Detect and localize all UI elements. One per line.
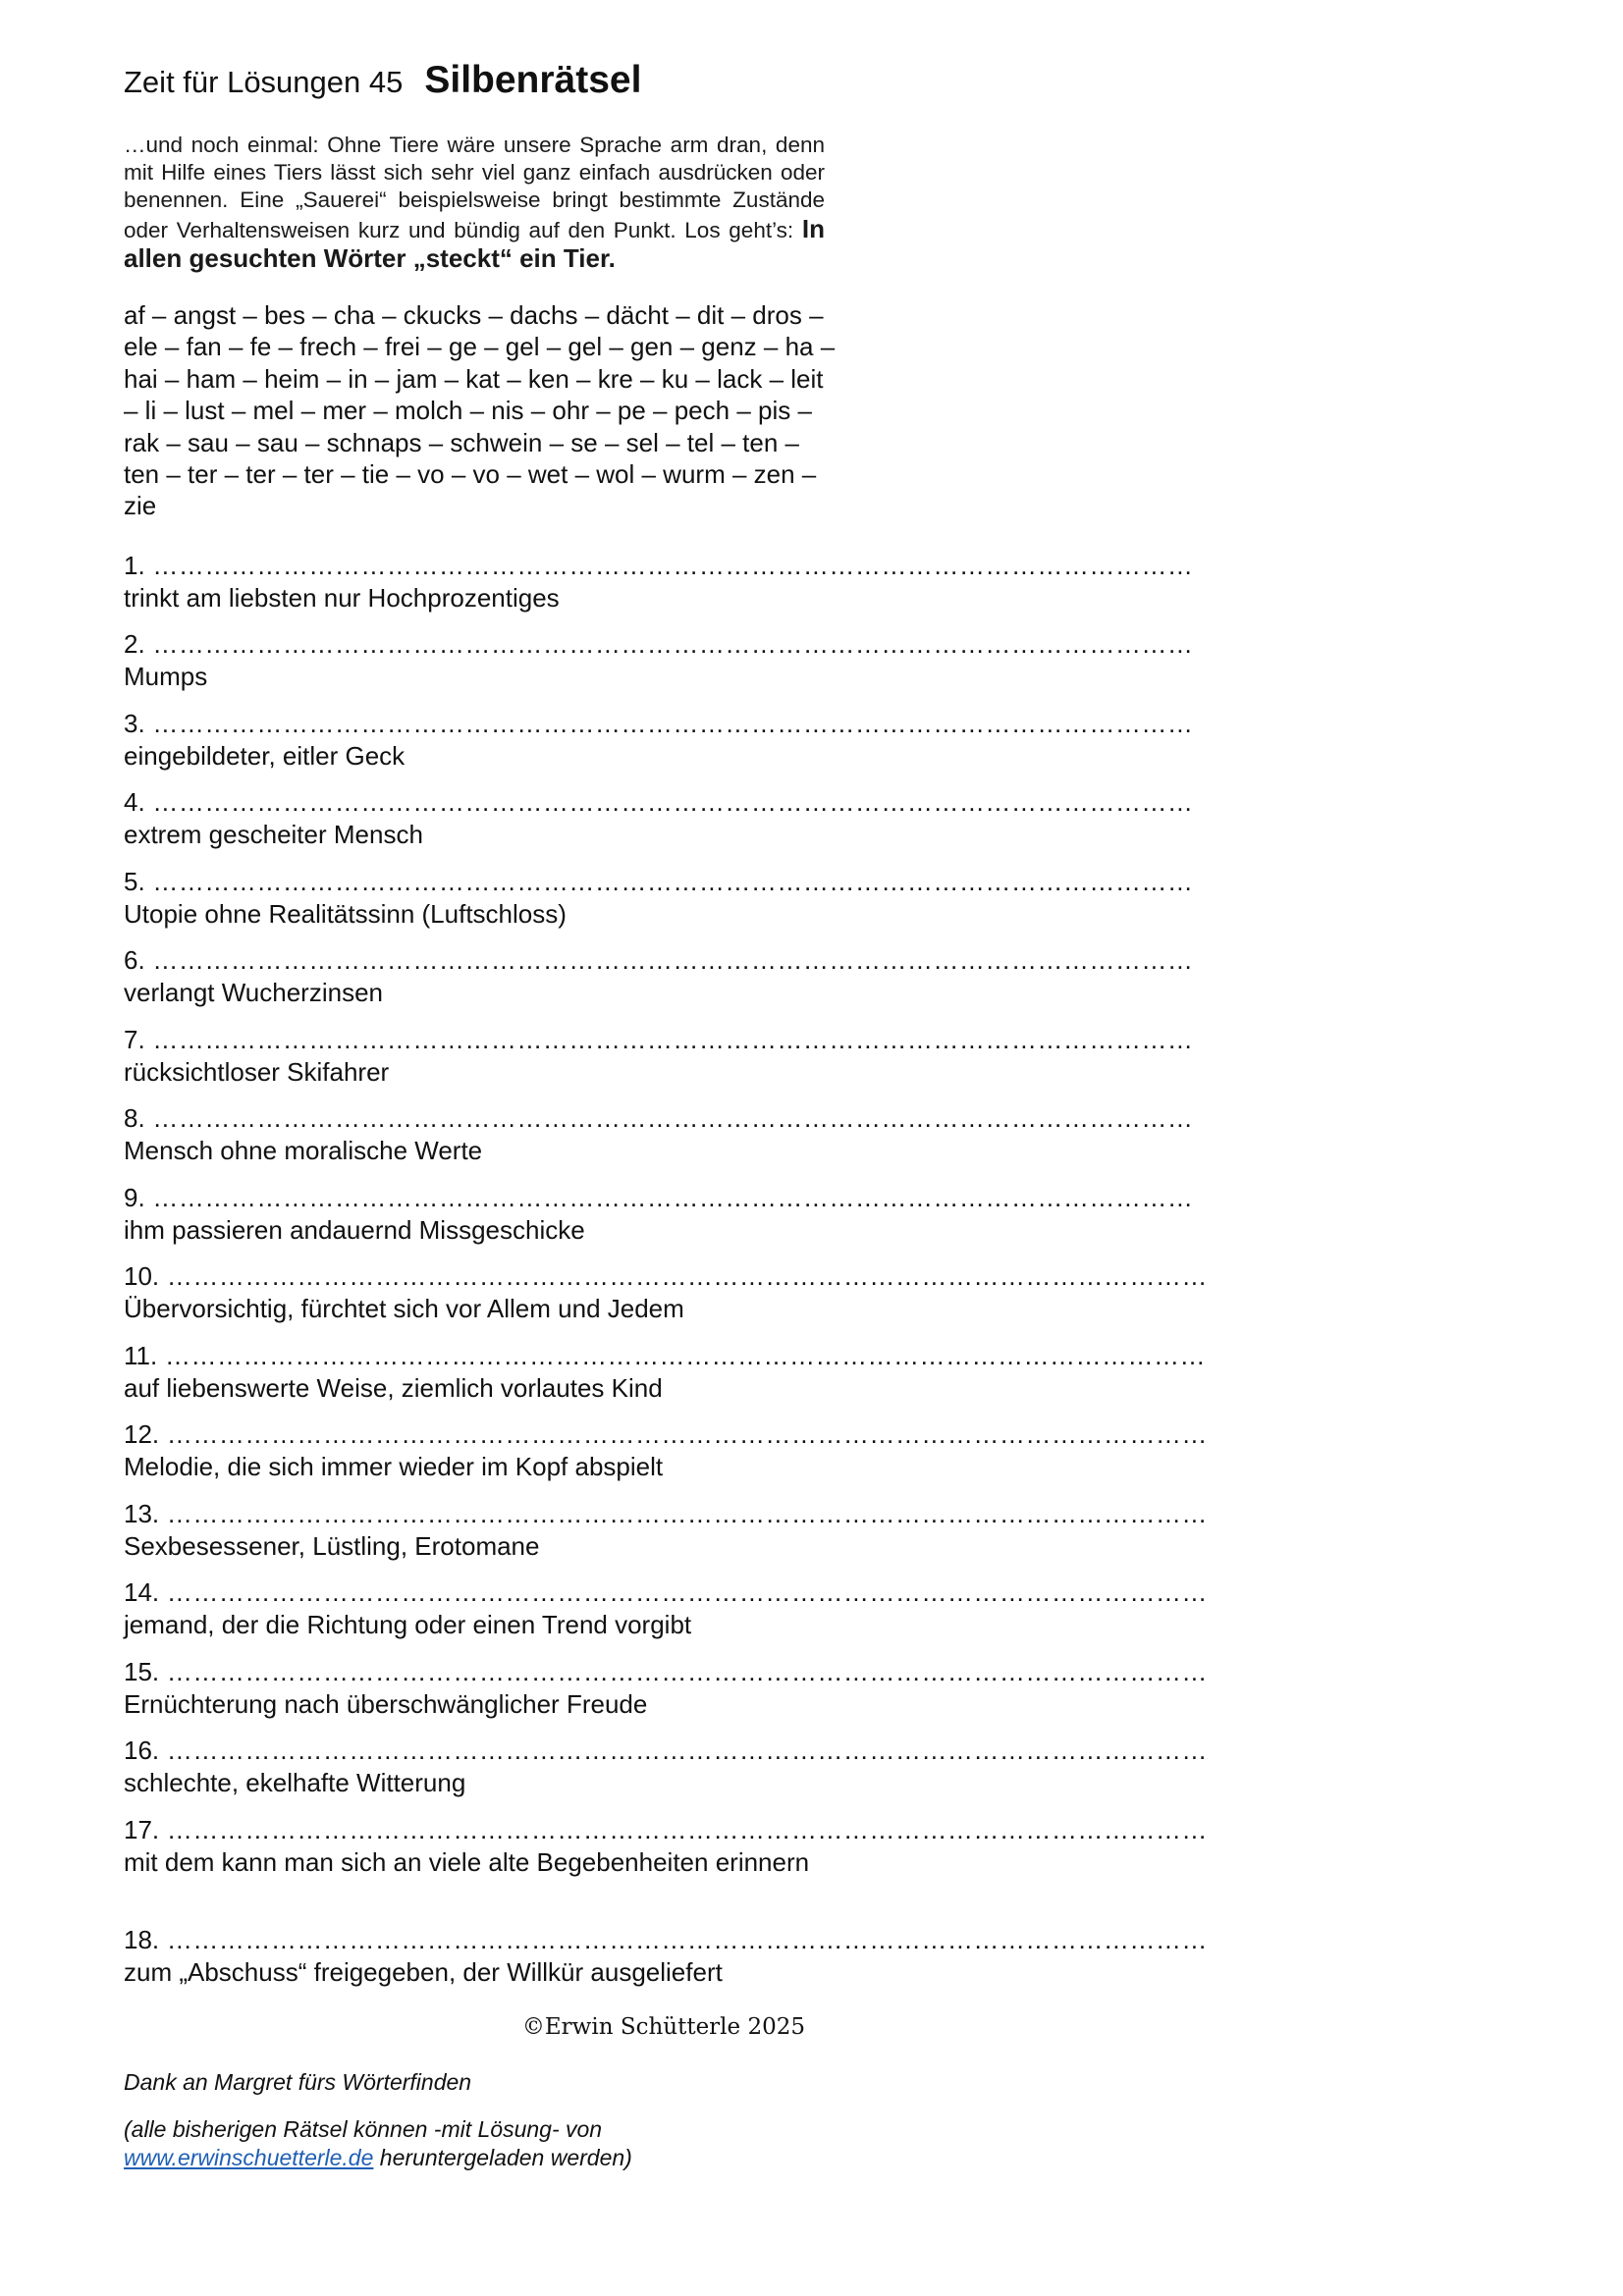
answer-blank: ………………………………………………………………………………………………………… — [144, 708, 1194, 738]
item-number: 6. — [124, 945, 145, 976]
item-clue: Utopie ohne Realitätssinn (Luftschloss) — [124, 898, 567, 929]
puzzle-item — [124, 1182, 1194, 1261]
series-title: Zeit für Lösungen 45 — [124, 65, 404, 99]
copyright: ©Erwin Schütterle 2025 — [521, 2014, 805, 2041]
item-number: 7. — [124, 1024, 145, 1054]
puzzle-item — [124, 550, 1194, 629]
item-clue: extrem gescheiter Mensch — [124, 820, 423, 850]
page-title: Silbenrätsel — [424, 59, 642, 101]
download-note-before: (alle bisherigen Rätsel können -mit Lösung- von — [124, 2116, 603, 2143]
puzzle-item — [124, 1260, 1208, 1340]
puzzle-item — [124, 1576, 1208, 1656]
item-number: 3. — [124, 708, 145, 738]
answer-line[interactable] — [124, 1182, 1194, 1214]
puzzle-item — [124, 944, 1194, 1024]
item-clue: Mumps — [124, 662, 208, 692]
answer-line[interactable] — [124, 1418, 1208, 1451]
answer-blank: ………………………………………………………………………………………………………… — [159, 1419, 1208, 1450]
answer-blank: ………………………………………………………………………………………………………… — [144, 945, 1194, 976]
item-number: 9. — [124, 1182, 145, 1212]
answer-line[interactable] — [124, 1576, 1208, 1609]
answer-line[interactable] — [124, 866, 1194, 898]
puzzle-item — [124, 1498, 1208, 1577]
item-number: 12. — [124, 1419, 160, 1450]
puzzle-item — [124, 1814, 1208, 1924]
item-number: 11. — [124, 1340, 158, 1370]
item-number: 17. — [124, 1814, 160, 1844]
answer-blank: ………………………………………………………………………………………………………… — [159, 1498, 1208, 1528]
item-number: 18. — [124, 1924, 160, 1954]
answer-line[interactable] — [124, 550, 1194, 582]
item-clue: Melodie, die sich immer wieder im Kopf abspielt — [124, 1452, 664, 1482]
puzzle-item — [124, 1418, 1208, 1498]
item-clue: schlechte, ekelhafte Witterung — [124, 1768, 466, 1798]
item-clue: mit dem kann man sich an viele alte Begebenheiten erinnern — [124, 1846, 810, 1877]
item-clue: rücksichtloser Skifahrer — [124, 1056, 390, 1087]
item-number: 5. — [124, 866, 145, 896]
intro-emphasis: In allen gesuchten Wörter „steckt“ ein Tier. — [124, 213, 825, 273]
answer-blank: ………………………………………………………………………………………………………… — [159, 1577, 1208, 1608]
answer-blank: ………………………………………………………………………………………………………… — [157, 1340, 1206, 1370]
answer-line[interactable] — [124, 786, 1194, 819]
answer-blank: ………………………………………………………………………………………………………… — [159, 1735, 1208, 1766]
answer-blank: ………………………………………………………………………………………………………… — [159, 1814, 1208, 1844]
item-clue: eingebildeter, eitler Geck — [124, 740, 406, 771]
puzzle-item — [124, 708, 1194, 787]
item-number: 4. — [124, 787, 145, 818]
item-clue: auf liebenswerte Weise, ziemlich vorlautes Kind — [124, 1372, 663, 1403]
answer-blank: ………………………………………………………………………………………………………… — [144, 866, 1194, 896]
puzzle-item — [124, 1735, 1208, 1814]
puzzle-item — [124, 1102, 1194, 1182]
item-number: 1. — [124, 550, 145, 580]
item-number: 2. — [124, 629, 145, 660]
answer-blank: ………………………………………………………………………………………………………… — [159, 1261, 1208, 1292]
puzzle-item — [124, 1340, 1206, 1419]
answer-line[interactable] — [124, 1814, 1208, 1846]
answer-blank: ………………………………………………………………………………………………………… — [159, 1656, 1208, 1686]
puzzle-item — [124, 628, 1194, 708]
puzzle-item — [124, 866, 1194, 945]
puzzle-item — [124, 1024, 1194, 1103]
download-note — [124, 2115, 825, 2172]
answer-line[interactable] — [124, 1024, 1194, 1056]
answer-blank: ………………………………………………………………………………………………………… — [144, 787, 1194, 818]
answer-line[interactable] — [124, 1498, 1208, 1530]
answer-blank: ………………………………………………………………………………………………………… — [144, 1103, 1194, 1134]
puzzle-item — [124, 1924, 1208, 2003]
download-note-after: heruntergeladen werden) — [373, 2145, 632, 2171]
answer-blank: ………………………………………………………………………………………………………… — [144, 1024, 1194, 1054]
answer-blank: ………………………………………………………………………………………………………… — [159, 1924, 1208, 1954]
item-clue: Ernüchterung nach überschwänglicher Freude — [124, 1688, 648, 1719]
answer-line[interactable] — [124, 1102, 1194, 1135]
item-clue: zum „Abschuss“ freigegeben, der Willkür ausgeliefert — [124, 1956, 723, 1987]
item-number: 13. — [124, 1498, 160, 1528]
answer-line[interactable] — [124, 628, 1194, 661]
answer-blank: ………………………………………………………………………………………………………… — [144, 1182, 1194, 1212]
item-clue: Übervorsichtig, fürchtet sich vor Allem und Jedem — [124, 1294, 684, 1324]
item-clue: ihm passieren andauernd Missgeschicke — [124, 1214, 585, 1245]
syllable-list: af – angst – bes – cha – ckucks – dachs – dächt – dit – dros – ele – fan – fe – frech – frei – ge – gel – gel – gen – genz – ha – hai – ham – heim – in – jam – kat – ken – kre – ku – lack – leit – li – lust – mel – mer – molch – nis – ohr – pe – pech – pis – rak – sau – sau – schnaps – schwein – se – sel – tel – ten – ten – ter – ter – ter – tie – vo – vo – wet – wol – wurm – zen – zie — [124, 300, 836, 521]
item-clue: verlangt Wucherzinsen — [124, 978, 383, 1008]
worksheet — [124, 59, 1208, 2172]
answer-line[interactable] — [124, 1340, 1206, 1372]
item-number: 10. — [124, 1261, 160, 1292]
answer-line[interactable] — [124, 708, 1194, 740]
item-number: 14. — [124, 1577, 160, 1608]
intro-text: …und noch einmal: Ohne Tiere wäre unsere Sprache arm dran, denn mit Hilfe eines Tiers lässt sich sehr viel ganz einfach ausdrücken oder benennen. Eine „Sauerei“ beispielsweise bringt bestimmte Zustände oder Verhaltensweisen kurz und bündig auf den Punkt. Los geht’s: — [124, 133, 825, 242]
puzzle-item — [124, 786, 1194, 866]
item-number: 16. — [124, 1735, 160, 1766]
answer-line[interactable] — [124, 1735, 1208, 1767]
item-clue: Sexbesessener, Lüstling, Erotomane — [124, 1530, 540, 1561]
puzzle-items — [124, 550, 1208, 2003]
answer-line[interactable] — [124, 1656, 1208, 1688]
item-number: 15. — [124, 1656, 160, 1686]
thanks-note: Dank an Margret fürs Wörterfinden — [124, 2069, 472, 2096]
puzzle-item — [124, 1656, 1208, 1735]
answer-line[interactable] — [124, 1260, 1208, 1293]
website-link[interactable]: www.erwinschuetterle.de — [124, 2145, 374, 2171]
intro-paragraph — [124, 132, 825, 274]
item-number: 8. — [124, 1103, 145, 1134]
item-clue: Mensch ohne moralische Werte — [124, 1136, 483, 1166]
answer-blank: ………………………………………………………………………………………………………… — [144, 550, 1194, 580]
page-header — [124, 59, 825, 118]
answer-line[interactable] — [124, 944, 1194, 977]
item-clue: trinkt am liebsten nur Hochprozentiges — [124, 582, 560, 613]
item-clue: jemand, der die Richtung oder einen Trend vorgibt — [124, 1610, 692, 1640]
answer-line[interactable] — [124, 1924, 1208, 1956]
answer-blank: ………………………………………………………………………………………………………… — [144, 629, 1194, 660]
